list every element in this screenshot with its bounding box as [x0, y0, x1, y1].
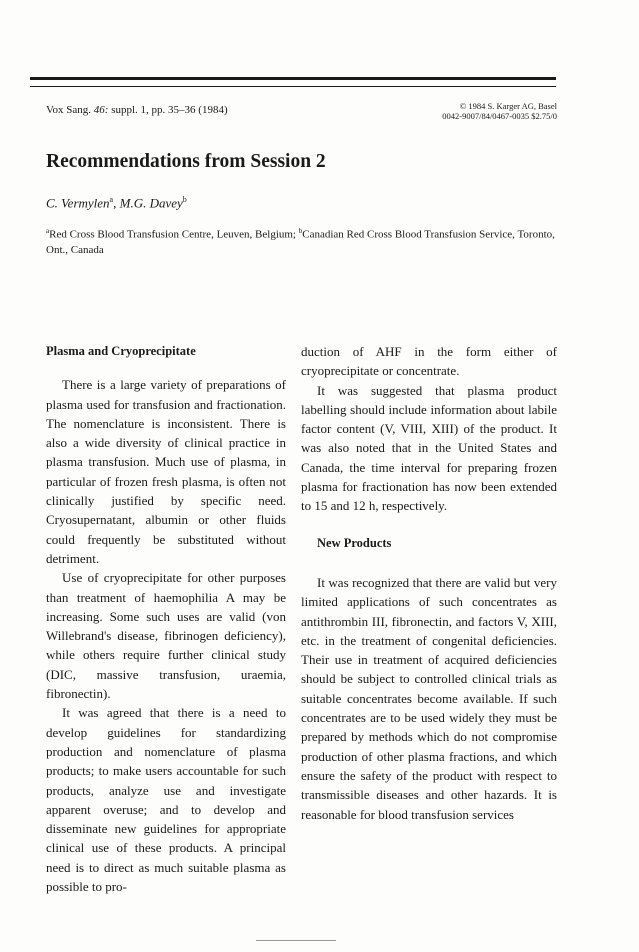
affiliation-b: Canadian Red Cross Blood Transfusion Service, Toronto, Ont., Canada [46, 228, 555, 256]
paragraph: There is a large variety of preparations of plasma used for transfusion and fractionation. The nomenclature is inconsistent. There is also a wide diversity of clinical practice in plasma transfusion. Much use of plasma, in particular of frozen fresh plasma, is often not clinically justified by specific need. Cryosupernatant, albumin or other fluids could frequently be substituted without detriment. [46, 377, 286, 566]
section-heading: Plasma and Cryoprecipitate [46, 344, 196, 358]
paragraph: It was recognized that there are valid but very limited applications of such concentrates as antithrombin III, fibronectin, and factors V, XIII, etc. in the treatment of congenital deficiencies. Their use in treatment of acquired deficiencies should be subject to controlled clinical trials as suitable concentrates become available. If such concentrates are to be used widely they must be prepared by methods which do not compromise production of other plasma fractions, and which ensure the safety of the product with respect to transmissible diseases and other hazards. It is reasonable for blood transfusion services [301, 574, 557, 822]
paragraph: Use of cryoprecipitate for other purposes than treatment of haemophilia A may be increasing. Some such uses are valid (von Willebrand's disease, fibrinogen deficiency), while others require further clinical study (DIC, massive transfusion, uraemia, fibronectin). [46, 570, 286, 702]
author-name: C. Vermylen [46, 195, 110, 211]
copyright-block [442, 101, 557, 121]
author-separator: , [113, 195, 120, 211]
journal-name: Vox Sang. [46, 104, 92, 116]
author-list [46, 195, 187, 211]
journal-reference [46, 104, 228, 116]
journal-pages: suppl. 1, pp. 35–36 (1984) [111, 104, 228, 116]
affil-mark: a [46, 227, 50, 235]
header-rule-thin [30, 86, 556, 87]
paragraph: It was agreed that there is a need to develop guidelines for standardizing production and nomenclature of plasma products; to make users accountable for such products, analyze use and investigate apparent overuse; and to develop and disseminate new guidelines for appropriate clinical use of these products. A principal need is to direct as much suitable plasma as possible to pro- [46, 705, 286, 895]
issn-line: 0042-9007/84/0467-0035 $2.75/0 [442, 111, 557, 121]
header-rule-thick [30, 77, 556, 80]
affil-mark: b [298, 227, 303, 235]
affiliations [46, 224, 558, 258]
body-column-right [301, 342, 557, 824]
journal-volume: 46: [93, 104, 109, 116]
footer-rule [256, 940, 336, 941]
affiliation-a: Red Cross Blood Transfusion Centre, Leuven, Belgium; [49, 228, 299, 241]
author-name: M.G. Davey [119, 195, 183, 211]
paragraph-continuation: duction of AHF in the form either of cryoprecipitate or concentrate. [301, 344, 557, 379]
author-affil-mark: b [182, 195, 187, 204]
author-affil-mark: a [109, 195, 114, 204]
copyright-line: © 1984 S. Karger AG, Basel [459, 101, 557, 111]
article-title: Recommendations from Session 2 [46, 151, 326, 172]
body-column-left [46, 342, 286, 896]
paragraph: It was suggested that plasma product labelling should include information about labile factor content (V, VIII, XIII) of the product. It was also noted that in the United States and Canada, the time interval for preparing frozen plasma for fractionation has now been extended to 15 and 12 h, respectively. [301, 382, 557, 514]
section-heading: New Products [317, 535, 392, 550]
